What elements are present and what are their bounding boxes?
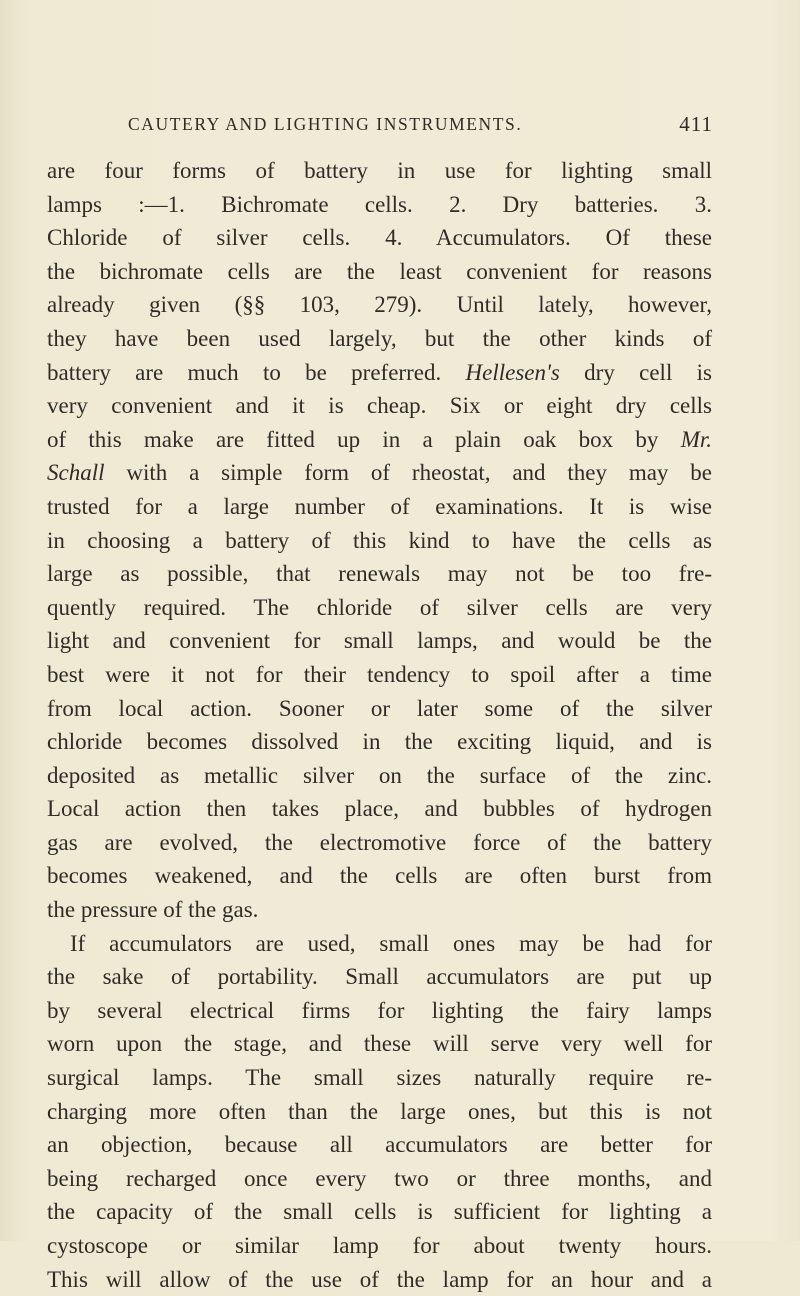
text-line: surgical lamps. The small sizes naturally require re- (47, 1065, 712, 1091)
text-line: lamps :—1. Bichromate cells. 2. Dry batteries. 3. (47, 191, 712, 217)
text-line: an objection, because all accumulators are better for (47, 1132, 712, 1158)
text-line: trusted for a large number of examinations. It is wise (47, 493, 712, 519)
text-fragment: dry cell is (559, 359, 712, 385)
text-line (47, 423, 712, 457)
text-line: the capacity of the small cells is sufficient for lighting a (47, 1199, 712, 1225)
italic-name-schall: Schall (47, 460, 105, 486)
running-head: CAUTERY AND LIGHTING INSTRUMENTS. (128, 114, 523, 134)
text-line: chloride becomes dissolved in the exciting liquid, and is (47, 729, 712, 755)
text-line: quently required. The chloride of silver cells are very (47, 594, 712, 620)
text-line: large as possible, that renewals may not be too fre- (47, 561, 712, 587)
text-line: in choosing a battery of this kind to have the cells as (47, 527, 712, 553)
text-line (47, 356, 712, 390)
text-line: from local action. Sooner or later some of the silver (47, 695, 712, 721)
text-line: Local action then takes place, and bubbles of hydrogen (47, 796, 712, 822)
text-line: best were it not for their tendency to spoil after a time (47, 661, 712, 687)
text-line: already given (§§ 103, 279). Until lately, however, (47, 292, 712, 318)
text-fragment: of this make are fitted up in a plain oak box by (47, 426, 659, 452)
text-line: by several electrical firms for lighting the fairy lamps (47, 997, 712, 1023)
text-line: becomes weakened, and the cells are often burst from (47, 863, 712, 889)
text-fragment: with a simple form of rheostat, and they may be (104, 460, 712, 486)
text-line: they have been used largely, but the other kinds of (47, 325, 712, 351)
text-line: cystoscope or similar lamp for about twenty hours. (47, 1233, 712, 1258)
italic-title-mr: Mr. (680, 426, 713, 452)
text-line: charging more often than the large ones, but this is not (47, 1098, 712, 1124)
text-line: the bichromate cells are the least convenient for reasons (47, 258, 712, 284)
page-header (128, 114, 713, 140)
text-line: gas are evolved, the electromotive force of the battery (47, 829, 712, 855)
text-line: being recharged once every two or three months, and (47, 1165, 712, 1191)
text-line: This will allow of the use of the lamp for an hour and a (47, 1266, 712, 1292)
text-line: Chloride of silver cells. 4. Accumulators. Of these (47, 225, 712, 251)
italic-name-hellesen: Hellesen's (465, 359, 560, 385)
text-line: the sake of portability. Small accumulators are put up (47, 964, 712, 990)
text-line: the pressure of the gas. (47, 897, 259, 923)
text-fragment: battery are much to be preferred. (47, 359, 442, 385)
body-text (47, 154, 712, 1296)
text-line: If accumulators are used, small ones may be had for (70, 930, 712, 956)
page-number: 411 (679, 112, 713, 136)
text-line: worn upon the stage, and these will serve very well for (47, 1031, 712, 1057)
text-line: light and convenient for small lamps, and would be the (47, 628, 712, 654)
text-line (47, 456, 712, 490)
text-line: very convenient and it is cheap. Six or eight dry cells (47, 393, 712, 419)
text-line: are four forms of battery in use for lighting small (47, 158, 712, 183)
text-line: deposited as metallic silver on the surface of the zinc. (47, 762, 712, 788)
